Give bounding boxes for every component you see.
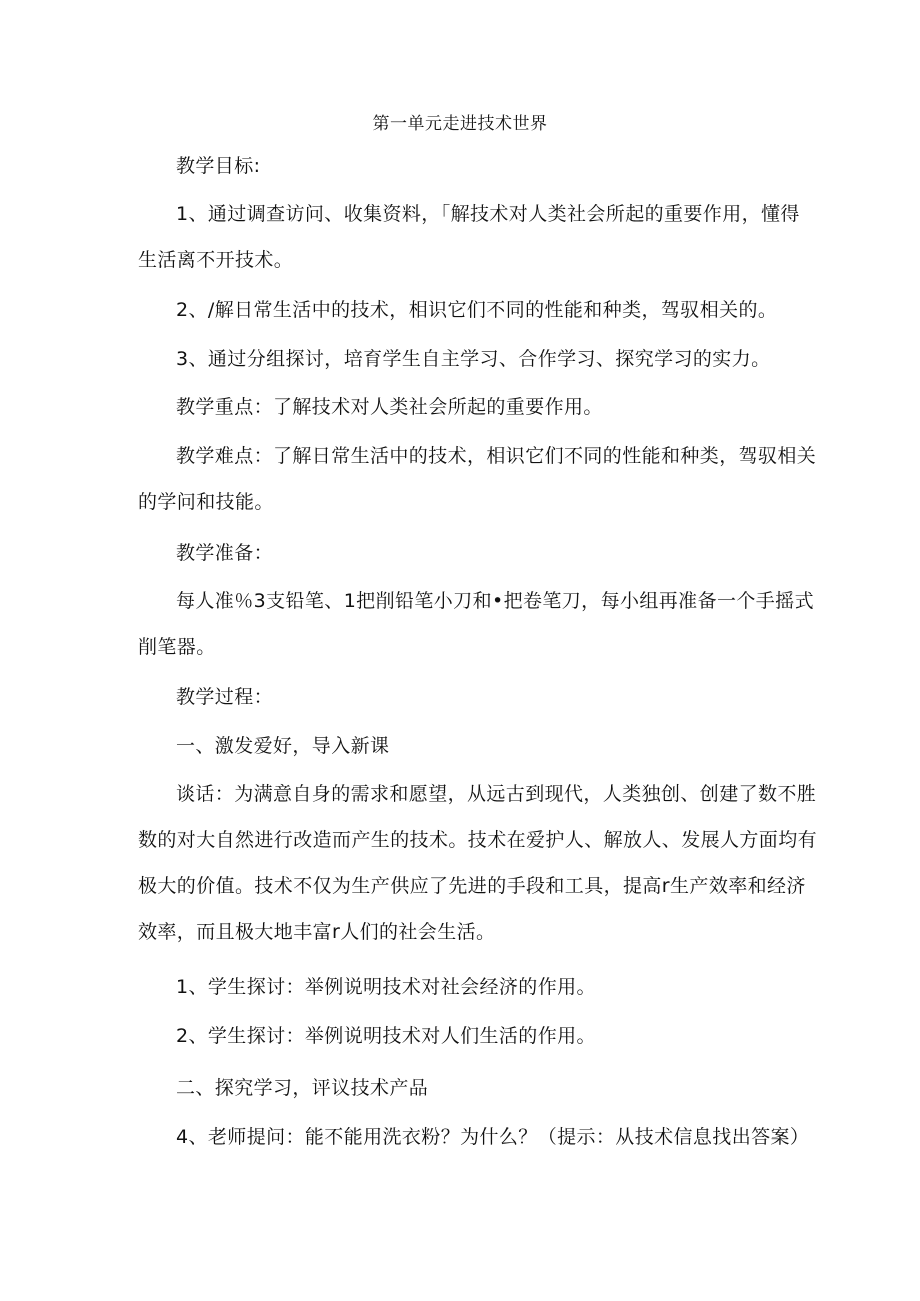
preparation bbox=[138, 588, 814, 660]
discussion-1: 1、学生探讨：举例说明技术对社会经济的作用。 bbox=[176, 976, 596, 998]
difficulty bbox=[138, 443, 817, 515]
section-1-heading: 一、激发爱好，导入新课 bbox=[176, 735, 390, 757]
key-point: 教学重点：了解技术对人类社会所起的重要作用。 bbox=[176, 396, 603, 418]
objective-1-line-2: 生活离不开技术。 bbox=[138, 249, 294, 271]
objective-3: 3、通过分组探讨，培育学生自主学习、合作学习、探究学习的实力。 bbox=[176, 348, 771, 370]
talk-line-1: 谈话：为满意自身的需求和愿望，从远古到现代，人类独创、创建了数不胜 bbox=[176, 783, 817, 805]
document-title: 第一单元走进技术世界 bbox=[372, 114, 548, 134]
talk-line-4: 效率，而且极大地丰富r人们的社会生活。 bbox=[138, 921, 496, 943]
talk-line-3: 极大的价值。技术不仅为生产供应了先进的手段和工具，提高r生产效率和经济 bbox=[138, 875, 806, 897]
objective-1 bbox=[138, 201, 800, 273]
difficulty-line-2: 的学问和技能。 bbox=[138, 491, 274, 513]
preparation-heading: 教学准备： bbox=[176, 542, 274, 564]
objective-1-line-1: 1、通过调查访问、收集资料，「解技术对人类社会所起的重要作用，懂得 bbox=[176, 203, 800, 225]
difficulty-line-1: 教学难点：了解日常生活中的技术，相识它们不同的性能和种类，驾驭相关 bbox=[176, 445, 817, 467]
talk-line-2: 数的对大自然进行改造而产生的技术。技术在爱护人、解放人、发展人方面均有 bbox=[138, 829, 818, 851]
preparation-line-1: 每人准％3支铅笔、1把削铅笔小刀和•把卷笔刀，每小组再准备一个手摇式 bbox=[176, 590, 814, 612]
discussion-2: 2、学生探讨：举例说明技术对人们生活的作用。 bbox=[176, 1025, 596, 1047]
section-2-heading: 二、探究学习，评议技术产品 bbox=[176, 1077, 429, 1099]
objectives-heading: 教学目标: bbox=[176, 155, 261, 177]
preparation-line-2: 削笔器。 bbox=[138, 636, 216, 658]
process-heading: 教学过程： bbox=[176, 686, 274, 708]
talk-paragraph bbox=[138, 781, 818, 945]
question-4: 4、老师提问：能不能用洗衣粉？为什么？（提示：从技术信息找出答案） bbox=[176, 1126, 810, 1148]
objective-2: 2、/解日常生活中的技术，相识它们不同的性能和种类，驾驭相关的。 bbox=[176, 299, 778, 321]
